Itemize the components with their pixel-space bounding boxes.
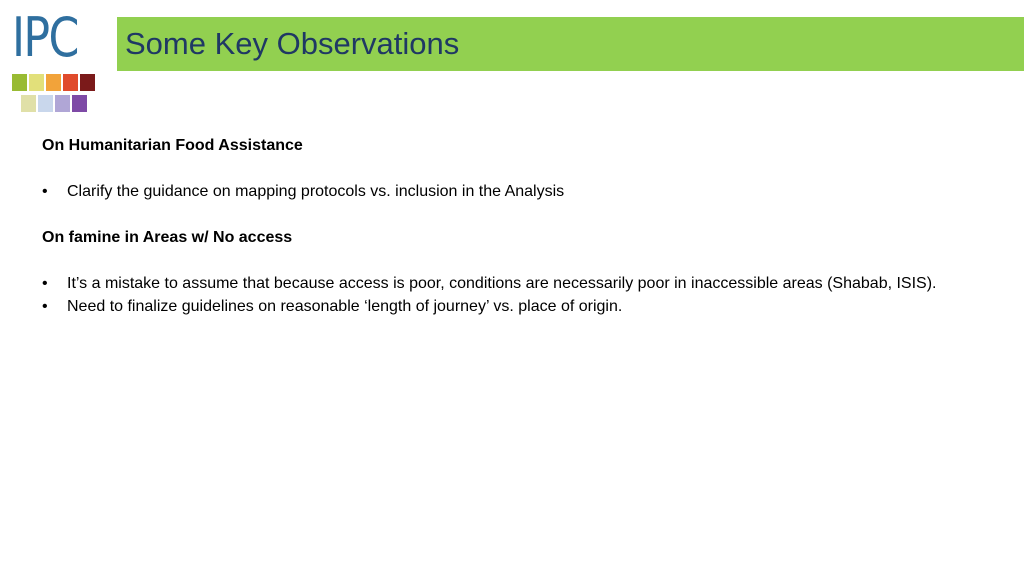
section-heading: On famine in Areas w/ No access [42,229,293,246]
logo-swatch [12,74,27,91]
slide-content [42,134,982,318]
logo-swatch [63,74,78,91]
bullet-text: It’s a mistake to assume that because access is poor, conditions are necessarily poor in inaccessible areas (Shabab, ISIS). [67,275,937,292]
logo-swatch [29,74,44,91]
ipc-logo-text: IPC [12,6,78,69]
logo-swatch [72,95,87,112]
slide-title: Some Key Observations [125,26,460,61]
logo-swatch [55,95,70,112]
bullet-item [42,295,982,318]
bullet-text: Clarify the guidance on mapping protocols vs. inclusion in the Analysis [67,183,565,200]
bullet-dot: • [42,183,48,200]
logo-swatch [80,74,95,91]
bullet-dot: • [42,275,48,292]
title-bar [117,17,1024,71]
logo-swatch [21,95,36,112]
ipc-logo [10,8,100,116]
bullet-text: Need to finalize guidelines on reasonable ‘length of journey’ vs. place of origin. [67,298,623,315]
section-heading: On Humanitarian Food Assistance [42,137,303,154]
logo-swatch [46,74,61,91]
bullet-dot: • [42,298,48,315]
bullet-item [42,180,982,203]
logo-swatch [38,95,53,112]
bullet-item [42,272,982,295]
